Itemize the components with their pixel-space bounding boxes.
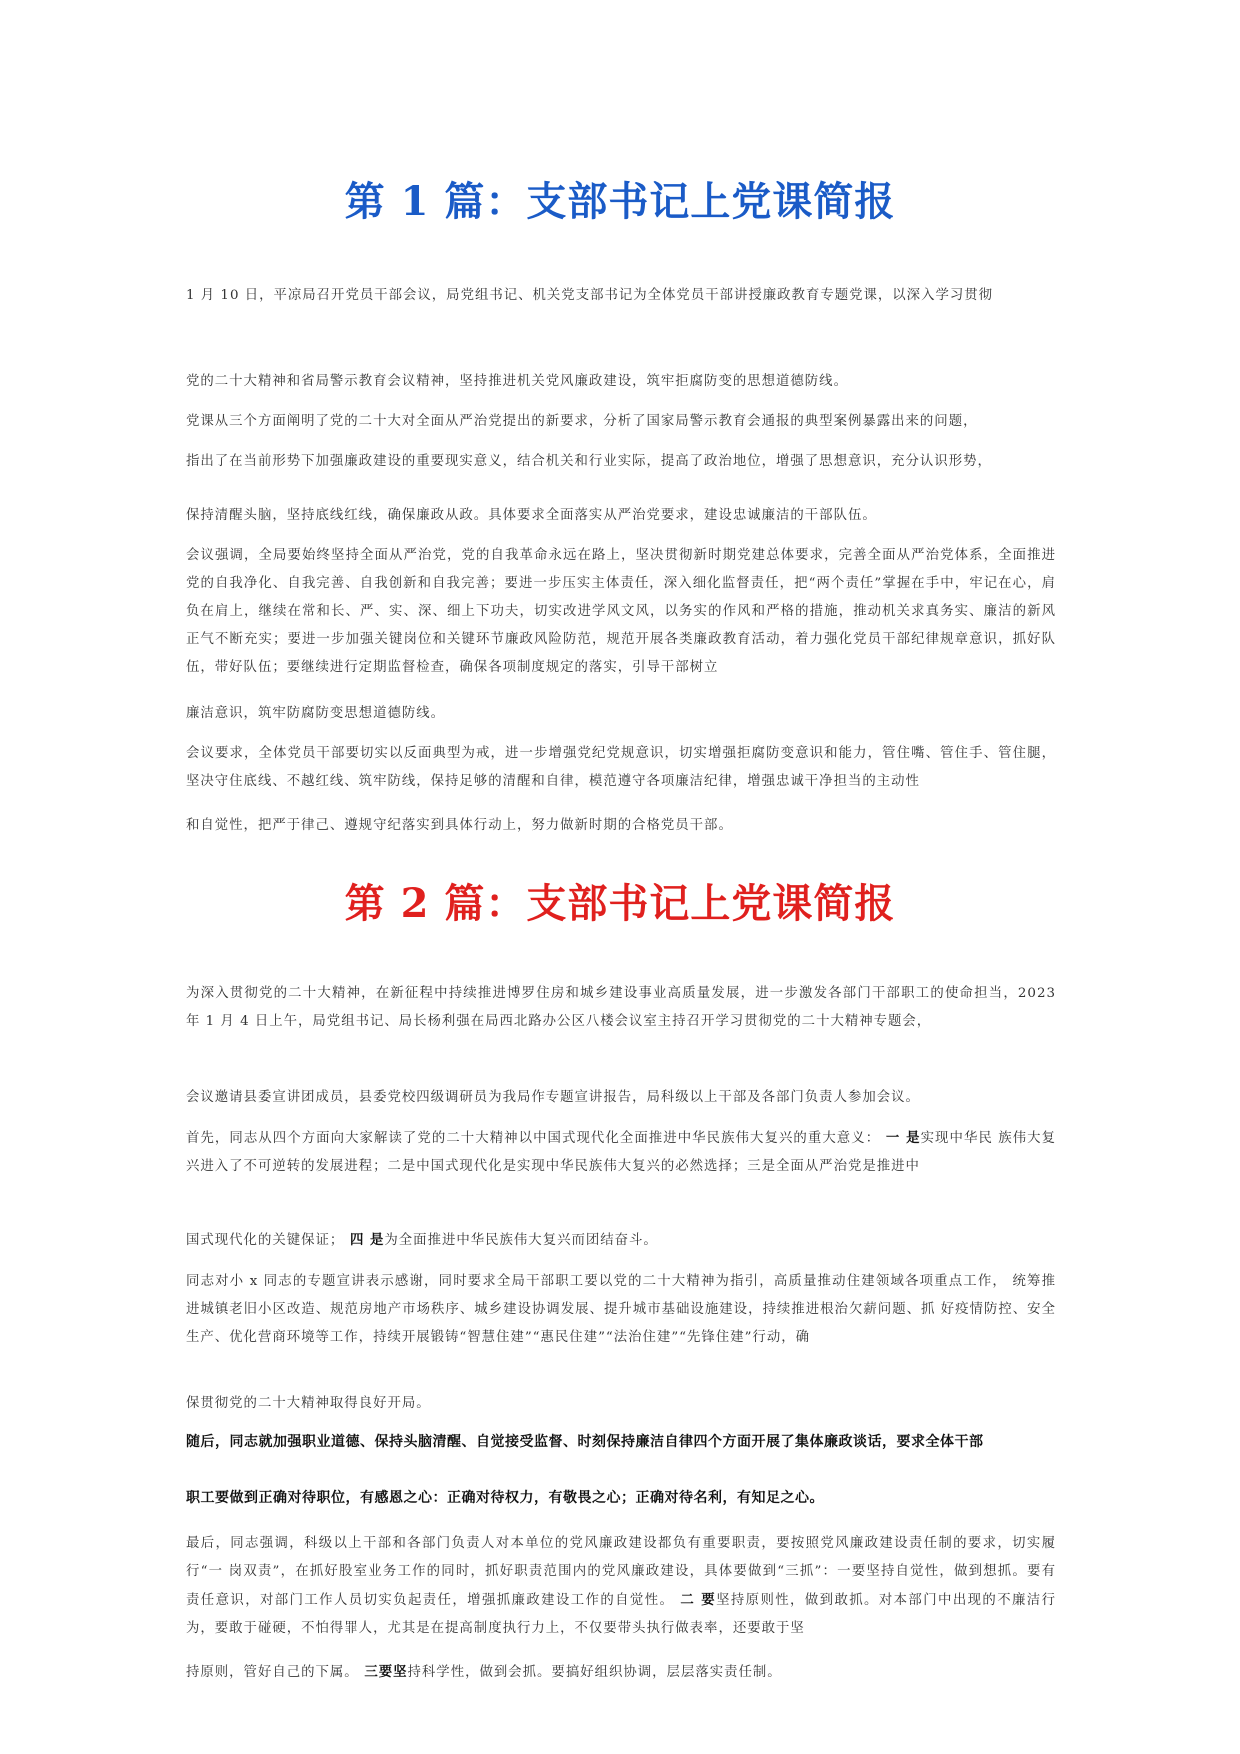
article-2-title: 第 2 篇：支部书记上党课简报 (344, 880, 896, 927)
a1-paragraph-8: 会议要求，全体党员干部要切实以反面典型为戒，进一步增强党纪党规意识，切实增强拒腐防变意识和能力，管住嘴、管住手、管住腿，坚决守住底线、不越红线、筑牢防线，保持足够的清醒和自律，模范遵守各项廉洁纪律，增强忠诚干净担当的主动性 (186, 746, 1056, 789)
a2-paragraph-6: 保贯彻党的二十大精神取得良好开局。 (186, 1396, 431, 1411)
a1-paragraph-5: 保持清醒头脑，坚持底线红线，确保廉政从政。具体要求全面落实从严治党要求，建设忠诚廉洁的干部队伍。 (186, 508, 877, 523)
a2-paragraph-8: 职工要做到正确对待职位，有感恩之心：正确对待权力，有敬畏之心；正确对待名利，有知足之心。 (186, 1490, 824, 1506)
a1-paragraph-2: 党的二十大精神和省局警示教育会议精神，坚持推进机关党风廉政建设，筑牢拒腐防变的思想道德防线。 (186, 374, 848, 389)
a1-paragraph-4: 指出了在当前形势下加强廉政建设的重要现实意义，结合机关和行业实际，提高了政治地位，增强了思想意识，充分认识形势， (186, 454, 992, 469)
a2-p9-emphasis: 二 要 (674, 1592, 717, 1608)
a2-paragraph-5: 同志对小 x 同志的专题宣讲表示感谢，同时要求全局干部职工要以党的二十大精神为指引，高质量推动住建领域各项重点工作， 统筹推进城镇老旧小区改造、规范房地产市场秩序、城乡建设协调发展、提升城市基础设施建设，持续推进根治欠薪问题、抓 好疫情防控、安全生产、优化营商环境等工作，持续开展锻铸“智慧住建”“惠民住建”“法治住建”“先锋住建”行动，确 (186, 1274, 1056, 1345)
a2-paragraph-9 (186, 1530, 1056, 1643)
a2-p10-text-a: 持原则，管好自己的下属。 (186, 1665, 359, 1680)
a2-paragraph-3 (186, 1124, 1056, 1181)
a2-p9-text-a: 最后，同志强调，科级以上干部和各部门负责人对本单位的党风廉政建设都负有重要职责，要按照党风廉政建设责任制的要求，切实履行“一 岗双责”，在抓好股室业务工作的同时，抓好职责范围内的党风廉政建设，具体要做到“三抓”：一要坚持自觉性，做到想抓。要有责任意识，对部门工作人员切实负起责任，增强抓廉政建设工作的自觉性。 (186, 1536, 1056, 1608)
a1-paragraph-1: 1 月 10 日，平凉局召开党员干部会议，局党组书记、机关党支部书记为全体党员干部讲授廉政教育专题党课，以深入学习贯彻 (186, 288, 994, 303)
a2-p3-text-c: 实现中华民 族伟大复兴进入了不可逆转的发展进程；二是中国式现代化是实现中华民族伟大复兴的必然选择；三是全面从严治党是推进中 (186, 1131, 1057, 1174)
a2-p10-text-c: 持科学性，做到会抓。要搞好组织协调，层层落实责任制。 (407, 1665, 782, 1680)
a1-paragraph-6: 会议强调，全局要始终坚持全面从严治党，党的自我革命永远在路上，坚决贯彻新时期党建总体要求，完善全面从严治党体系，全面推进党的自我净化、自我完善、自我创新和自我完善；要进一步压实主体责任，深入细化监督责任，把“两个责任”掌握在手中，牢记在心，肩负在肩上，继续在常和长、严、实、深、细上下功夫，切实改进学风文风，以务实的作风和严格的措施，推动机关求真务实、廉洁的新风正气不断充实；要进一步加强关键岗位和关键环节廉政风险防范，规范开展各类廉政教育活动，着力强化党员干部纪律规章意识，抓好队伍，带好队伍；要继续进行定期监督检查，确保各项制度规定的落实，引导干部树立 (186, 548, 1056, 675)
a2-p4-text-a: 国式现代化的关键保证； (186, 1233, 345, 1248)
a2-p3-text-a: 首先，同志从四个方面向大家解读了党的二十大精神以中国式现代化全面推进中华民族伟大复兴的重大意义： (186, 1131, 881, 1146)
a2-p10-emphasis: 三要坚 (358, 1664, 408, 1680)
a2-paragraph-2: 会议邀请县委宣讲团成员，县委党校四级调研员为我局作专题宣讲报告，局科级以上干部及各部门负责人参加会议。 (186, 1090, 920, 1105)
a2-p3-emphasis: 一 是 (880, 1130, 921, 1146)
a1-paragraph-7: 廉洁意识，筑牢防腐防变思想道德防线。 (186, 706, 446, 721)
article-1-title: 第 1 篇：支部书记上党课简报 (344, 178, 896, 225)
a2-p9-text-c: 坚持原则性，做到敢抓。对本部门中出现的不廉洁行为，要敢于碰硬，不怕得罪人，尤其是在提高制度执行力上，不仅要带头执行做表率，还要敢于坚 (186, 1593, 1057, 1636)
a2-paragraph-7: 随后，同志就加强职业道德、保持头脑清醒、自觉接受监督、时刻保持廉洁自律四个方面开展了集体廉政谈话，要求全体干部 (186, 1434, 984, 1450)
a2-p4-emphasis: 四 是 (344, 1232, 385, 1248)
a2-paragraph-1: 为深入贯彻党的二十大精神，在新征程中持续推进博罗住房和城乡建设事业高质量发展，进一步激发各部门干部职工的使命担当，2023 年 1 月 4 日上午，局党组书记、局长杨利强在局西北路办公区八楼会议室主持召开学习贯彻党的二十大精神专题会， (186, 986, 1056, 1029)
a1-paragraph-3: 党课从三个方面阐明了党的二十大对全面从严治党提出的新要求，分析了国家局警示教育会通报的典型案例暴露出来的问题， (186, 414, 978, 429)
a2-paragraph-10 (186, 1658, 1056, 1687)
a1-paragraph-9: 和自觉性，把严于律己、遵规守纪落实到具体行动上，努力做新时期的合格党员干部。 (186, 818, 733, 833)
a2-paragraph-4 (186, 1226, 1056, 1255)
a2-p4-text-c: 为全面推进中华民族伟大复兴而团结奋斗。 (384, 1233, 658, 1248)
